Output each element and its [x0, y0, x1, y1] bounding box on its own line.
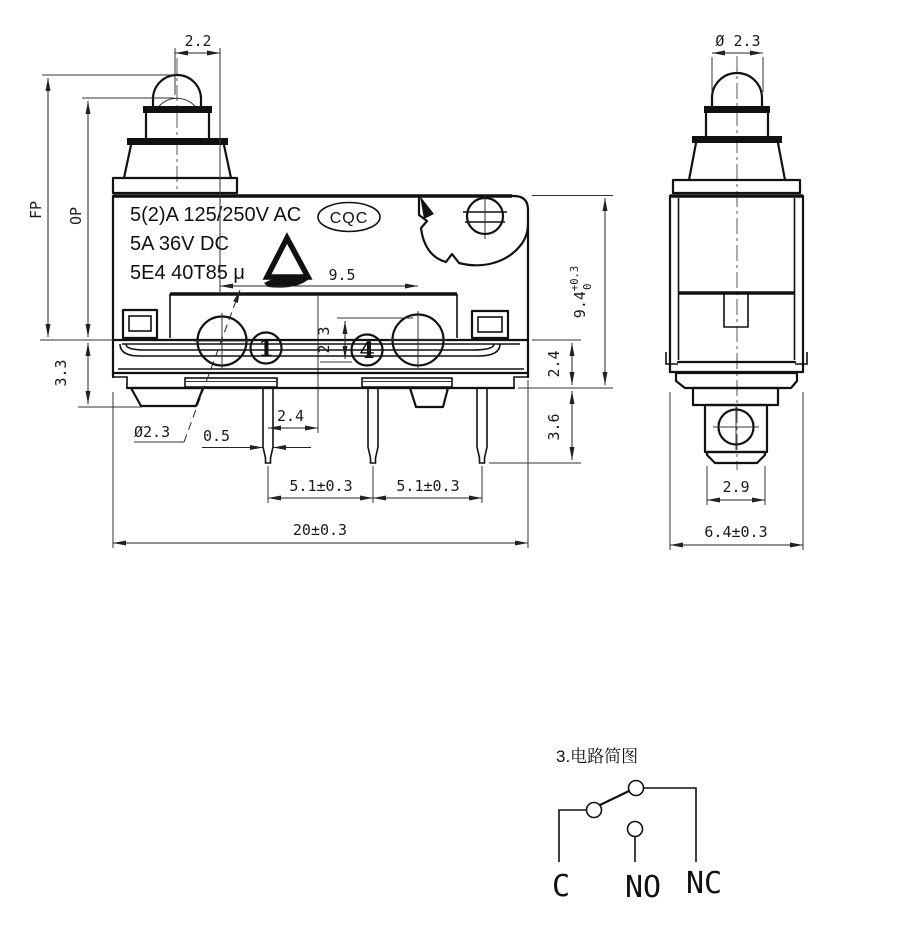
- terminal-nc-label: NC: [686, 866, 723, 901]
- pin-3: [477, 387, 487, 463]
- terminal-4-label: 4: [359, 338, 375, 364]
- pin-1: [263, 387, 273, 463]
- dim-body-height: [569, 266, 594, 318]
- dim-fp: FP: [27, 200, 45, 220]
- circuit-title: 3.电路简图: [556, 747, 639, 766]
- side-flange: [673, 180, 800, 193]
- rating-line-3: 5E4 40T85 μ: [130, 262, 245, 284]
- hole-leader: [184, 290, 240, 442]
- side-step-block: [693, 388, 778, 405]
- cqc-logo: [318, 203, 380, 232]
- terminal-no-label: NO: [625, 870, 662, 905]
- terminal-1-label: 1: [258, 336, 274, 362]
- plunger-step2: [124, 145, 231, 178]
- middle-foot: [410, 388, 448, 407]
- side-base-flange: [676, 373, 797, 388]
- dim-hole-dia: Ø2.3: [134, 423, 171, 441]
- terminal-c-label: C: [552, 869, 571, 904]
- dim-inner-width: 9.5: [328, 266, 356, 284]
- rating-line-2: 5A 36V DC: [130, 233, 229, 255]
- right-ear: [472, 311, 508, 338]
- dim-pin-length: 3.6: [545, 413, 563, 441]
- dim-op: OP: [67, 206, 85, 226]
- dim-plunger-dia: Ø 2.3: [715, 32, 761, 50]
- side-body-sides: [670, 196, 803, 372]
- plunger-flange: [113, 178, 237, 193]
- screw-head: [463, 195, 507, 239]
- dim-pin-pitch-right: 5.1±0.3: [396, 477, 460, 495]
- dim-body-height-tol-lower: 0: [582, 283, 594, 290]
- front-view: [27, 32, 613, 548]
- dim-overall-depth: 6.4±0.3: [704, 523, 768, 541]
- front-dimensions: [27, 32, 613, 548]
- dim-terminal-width: 2.9: [722, 478, 750, 496]
- right-hole: [389, 311, 447, 369]
- side-terminal-hole: [713, 404, 759, 450]
- dim-overall-width: 20±0.3: [292, 521, 348, 539]
- pin-2: [368, 387, 378, 463]
- inner-walls: [170, 294, 457, 338]
- circuit-wires: [559, 781, 696, 863]
- dim-body-height-tol-upper: +0.3: [569, 265, 581, 292]
- side-cap-band: [704, 106, 770, 113]
- plunger-step2-band: [127, 138, 228, 145]
- side-guide-tab: [724, 293, 748, 327]
- plunger-step1: [146, 113, 209, 140]
- side-terminal-tip: [707, 452, 765, 463]
- side-step2-band: [692, 136, 782, 143]
- dim-slot-height: 2.3: [315, 326, 333, 354]
- cqc-label: CQC: [329, 210, 369, 227]
- left-foot: [131, 388, 203, 406]
- side-view: [666, 32, 807, 550]
- dim-base-height: 3.3: [52, 359, 70, 387]
- base-steps: [113, 377, 528, 388]
- dim-pin-offset: 2.4: [277, 407, 305, 425]
- inner-floor-inner: [126, 344, 494, 350]
- dim-plunger-width: 2.2: [184, 32, 212, 50]
- dim-flange-height: 2.4: [545, 350, 563, 378]
- left-hole: [194, 313, 250, 369]
- dim-body-height-main: 9.4: [571, 291, 589, 319]
- dim-pin-thickness: 0.5: [203, 427, 231, 445]
- left-ear: [123, 310, 157, 338]
- rating-line-1: 5(2)A 125/250V AC: [130, 204, 302, 226]
- side-inner-walls: [679, 198, 795, 360]
- cert-triangle-icon: [264, 238, 309, 288]
- circuit-diagram: [552, 747, 722, 905]
- terminal-marker-1: [251, 333, 282, 364]
- dim-pin-pitch-left: 5.1±0.3: [289, 477, 353, 495]
- plunger-cap-band: [143, 106, 212, 113]
